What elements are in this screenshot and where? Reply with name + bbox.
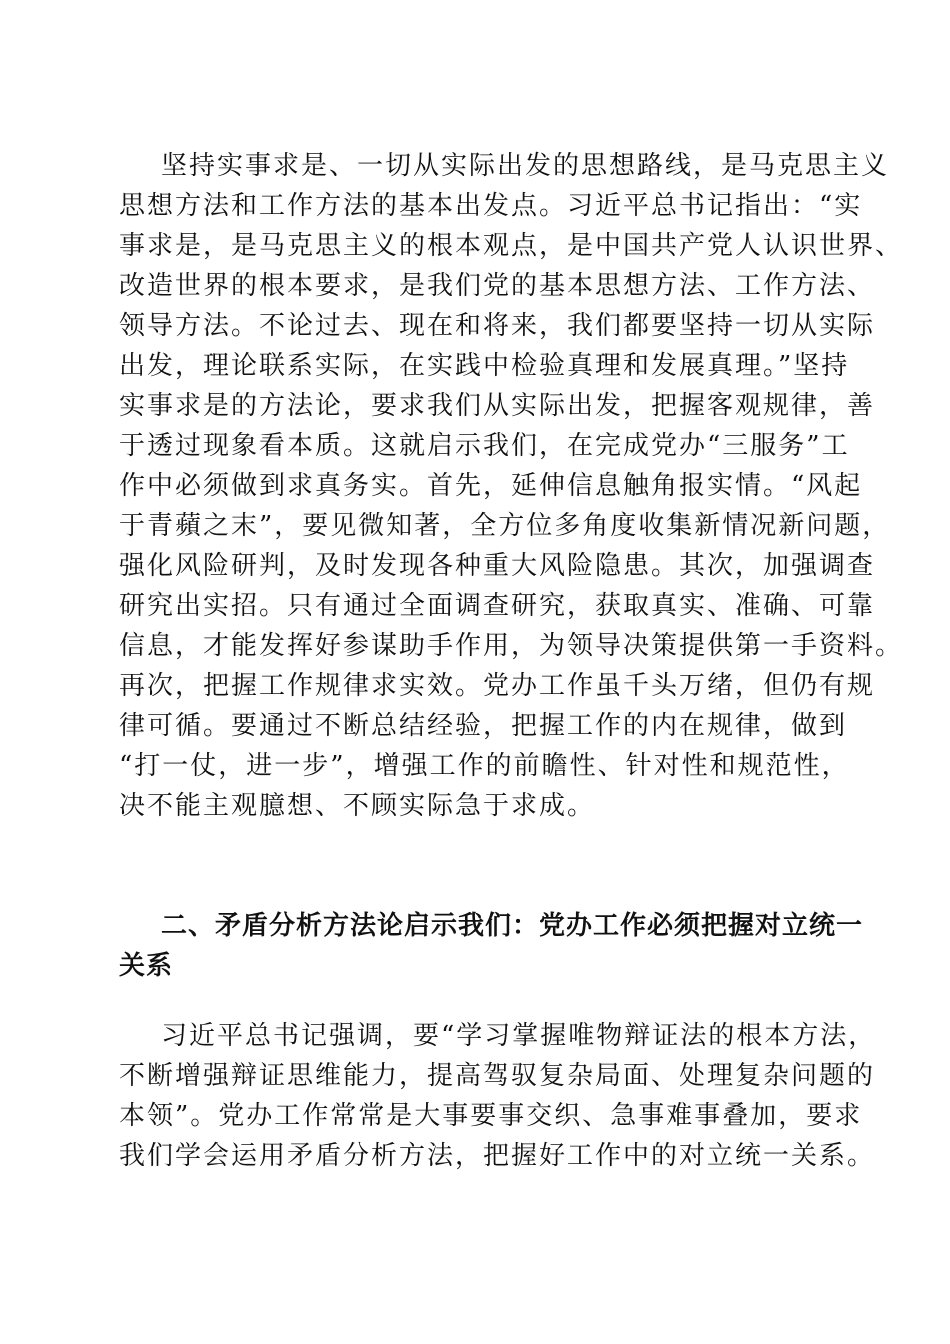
text-line: 改造世界的根本要求，是我们党的基本思想方法、工作方法、 xyxy=(119,271,876,301)
text-line: 事求是，是马克思主义的根本观点，是中国共产党人认识世界、 xyxy=(119,231,904,261)
body-paragraph-1 xyxy=(119,146,904,826)
text-line: 我们学会运用矛盾分析方法，把握好工作中的对立统一关系。 xyxy=(119,1141,876,1171)
text-line: 习近平总书记强调，要“学习掌握唯物辩证法的根本方法， xyxy=(161,1021,877,1051)
text-line: 思想方法和工作方法的基本出发点。习近平总书记指出：“实 xyxy=(119,191,863,221)
text-line: 作中必须做到求真务实。首先，延伸信息触角报实情。“风起 xyxy=(119,471,863,501)
text-line: 于透过现象看本质。这就启示我们，在完成党办“三服务”工 xyxy=(119,431,850,461)
text-line: 律可循。要通过不断总结经验，把握工作的内在规律，做到 xyxy=(119,711,848,741)
body-paragraph-2 xyxy=(119,1016,877,1176)
text-line: 实事求是的方法论，要求我们从实际出发，把握客观规律，善 xyxy=(119,391,876,421)
heading-line: 二、矛盾分析方法论启示我们：党办工作必须把握对立统一 xyxy=(161,911,864,941)
text-line: 坚持实事求是、一切从实际出发的思想路线，是马克思主义 xyxy=(161,151,890,181)
text-line: 决不能主观臆想、不顾实际急于求成。 xyxy=(119,791,596,821)
text-line: 出发，理论联系实际，在实践中检验真理和发展真理。”坚持 xyxy=(119,351,850,381)
text-line: 信息，才能发挥好参谋助手作用，为领导决策提供第一手资料。 xyxy=(119,631,904,661)
text-line: 研究出实招。只有通过全面调查研究，获取真实、准确、可靠 xyxy=(119,591,876,621)
text-line: 领导方法。不论过去、现在和将来，我们都要坚持一切从实际 xyxy=(119,311,876,341)
heading-line: 关系 xyxy=(119,951,174,981)
text-line: “打一仗，进一步”，增强工作的前瞻性、针对性和规范性， xyxy=(119,751,850,781)
text-line: 不断增强辩证思维能力，提高驾驭复杂局面、处理复杂问题的 xyxy=(119,1061,876,1091)
text-line: 强化风险研判，及时发现各种重大风险隐患。其次，加强调查 xyxy=(119,551,876,581)
text-line: 本领”。党办工作常常是大事要事交织、急事难事叠加，要求 xyxy=(119,1101,863,1131)
section-heading xyxy=(119,906,864,986)
text-line: 于青蘋之末”，要见微知著，全方位多角度收集新情况新问题， xyxy=(119,511,891,541)
text-line: 再次，把握工作规律求实效。党办工作虽千头万绪，但仍有规 xyxy=(119,671,876,701)
